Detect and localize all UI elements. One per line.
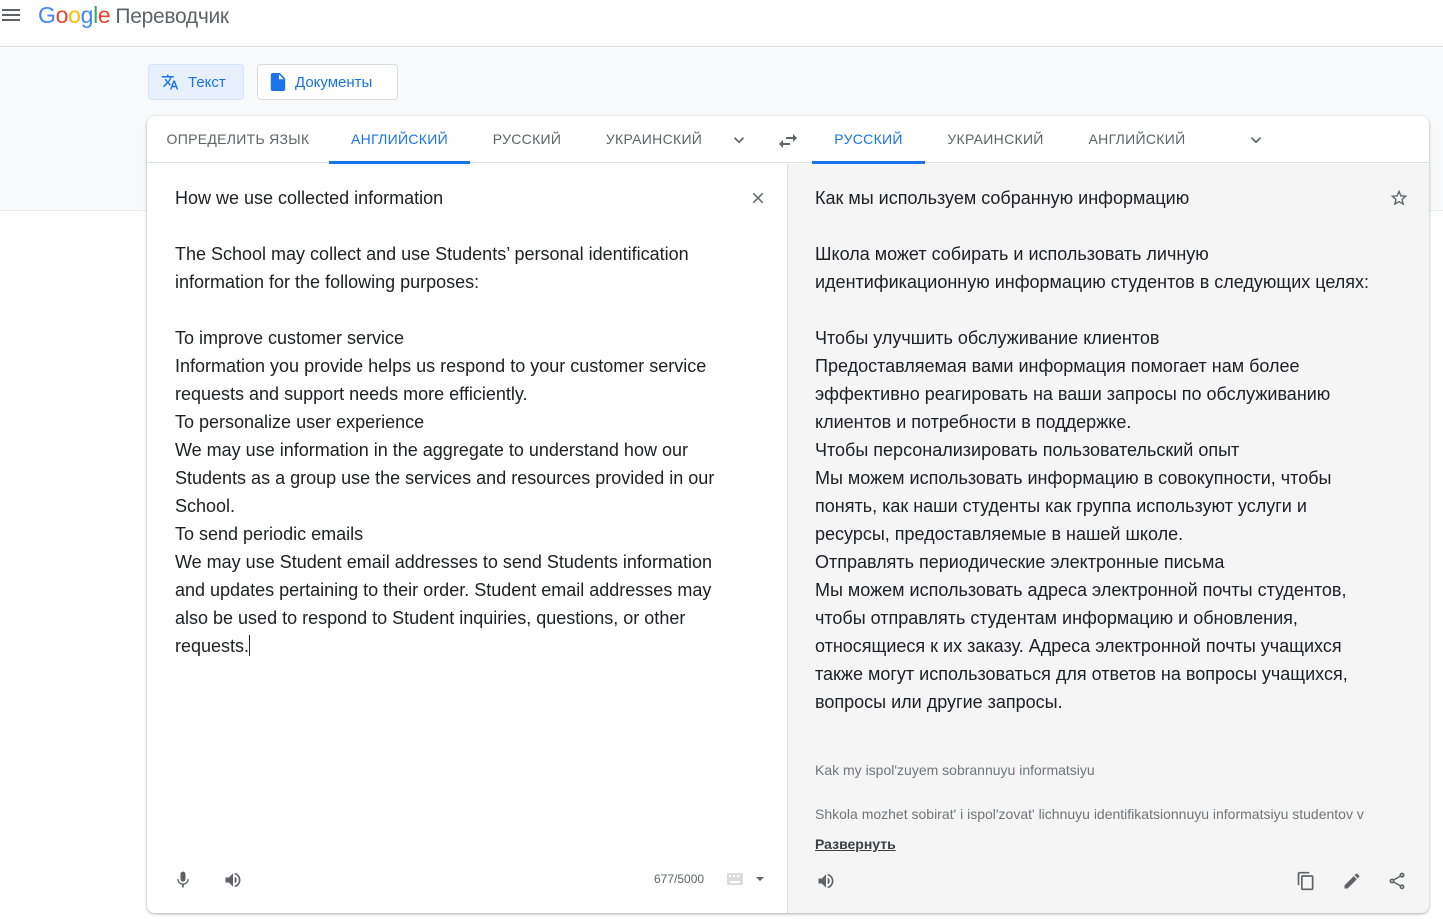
documents-mode-button[interactable]	[257, 64, 398, 100]
target-pane	[788, 164, 1429, 913]
keyboard-icon[interactable]	[726, 870, 766, 888]
share-icon[interactable]	[1385, 869, 1409, 893]
speaker-icon[interactable]	[221, 868, 245, 892]
tab-source-russian[interactable]: РУССКИЙ	[492, 131, 562, 147]
logo-letter: G	[38, 2, 56, 28]
text-cursor	[249, 635, 250, 656]
logo[interactable]	[38, 2, 229, 29]
swap-icon[interactable]	[776, 129, 800, 153]
speaker-icon[interactable]	[814, 869, 838, 893]
menu-icon[interactable]	[2, 6, 22, 24]
chevron-down-icon[interactable]	[729, 130, 749, 150]
tab-detect-language[interactable]: ОПРЕДЕЛИТЬ ЯЗЫК	[166, 131, 310, 147]
translate-icon	[161, 73, 179, 91]
documents-mode-label: Документы	[295, 73, 373, 91]
text-mode-button[interactable]	[148, 64, 244, 100]
logo-letter: o	[55, 2, 69, 28]
tab-source-ukrainian[interactable]: УКРАИНСКИЙ	[605, 131, 703, 147]
language-bar	[147, 116, 1429, 163]
logo-letter: o	[68, 2, 81, 28]
translation-card	[147, 116, 1429, 913]
tab-target-russian[interactable]: РУССКИЙ	[812, 116, 925, 163]
chevron-down-icon[interactable]	[1246, 130, 1266, 150]
close-icon[interactable]	[746, 186, 770, 210]
edit-icon[interactable]	[1340, 869, 1364, 893]
logo-letter: g	[80, 2, 94, 28]
logo-letter: e	[97, 2, 111, 28]
source-pane	[147, 164, 788, 913]
star-icon[interactable]	[1387, 186, 1411, 210]
transliteration-title: Kak my ispol'zuyem sobrannuyu informatsiyu	[815, 762, 1095, 778]
character-counter: 677/5000	[654, 872, 705, 886]
expand-link[interactable]: Развернуть	[815, 836, 896, 852]
target-text: Как мы используем собранную информацию Школа может собирать и использовать личную идентификационную информацию студентов в следующих целях: Чтобы улучшить обслуживание клиентов Предоставляемая вами информация помогает нам более эффективно реагировать на ваши запросы по обслуживанию клиентов и потребности в поддержке. Чтобы персонализировать пользовательский опыт Мы можем использовать информацию в совокупности, чтобы понять, как наши студенты как группа используют услуги и ресурсы, предоставляемые в нашей школе. Отправлять периодические электронные письма Мы можем использовать адреса электронной почты студентов, чтобы отправлять студентам информацию и обновления, относящиеся к их заказу. Адреса электронной почты учащихся также могут использоваться для ответов на вопросы учащихся, вопросы или другие запросы.	[815, 188, 1370, 712]
source-text: How we use collected information The School may collect and use Students’ personal identification information for the following purposes: To improve customer service Information you provide helps us respond to your customer service requests and support needs more efficiently. To personalize user experience We may use information in the aggregate to understand how our Students as a group use the services and resources provided in our School. To send periodic emails We may use Student email addresses to send Students information and updates pertaining to their order. Student email addresses may also be used to respond to Student inquiries, questions, or other requests.	[175, 188, 715, 656]
copy-icon[interactable]	[1294, 869, 1318, 893]
tab-target-english[interactable]: АНГЛИЙСКИЙ	[1088, 131, 1186, 147]
top-bar	[0, 0, 1443, 47]
source-textarea[interactable]	[175, 184, 735, 660]
text-mode-label: Текст	[188, 73, 226, 91]
logo-letter: l	[93, 2, 98, 28]
document-icon	[270, 73, 286, 91]
tab-target-ukrainian[interactable]: УКРАИНСКИЙ	[947, 131, 1044, 147]
transliteration-body: Shkola mozhet sobirat' i ispol'zovat' lichnuyu identifikatsionnuyu informatsiyu studentov v	[815, 806, 1364, 822]
product-name: Переводчик	[115, 5, 229, 28]
microphone-icon[interactable]	[171, 868, 195, 892]
tab-source-english[interactable]: АНГЛИЙСКИЙ	[329, 116, 470, 163]
